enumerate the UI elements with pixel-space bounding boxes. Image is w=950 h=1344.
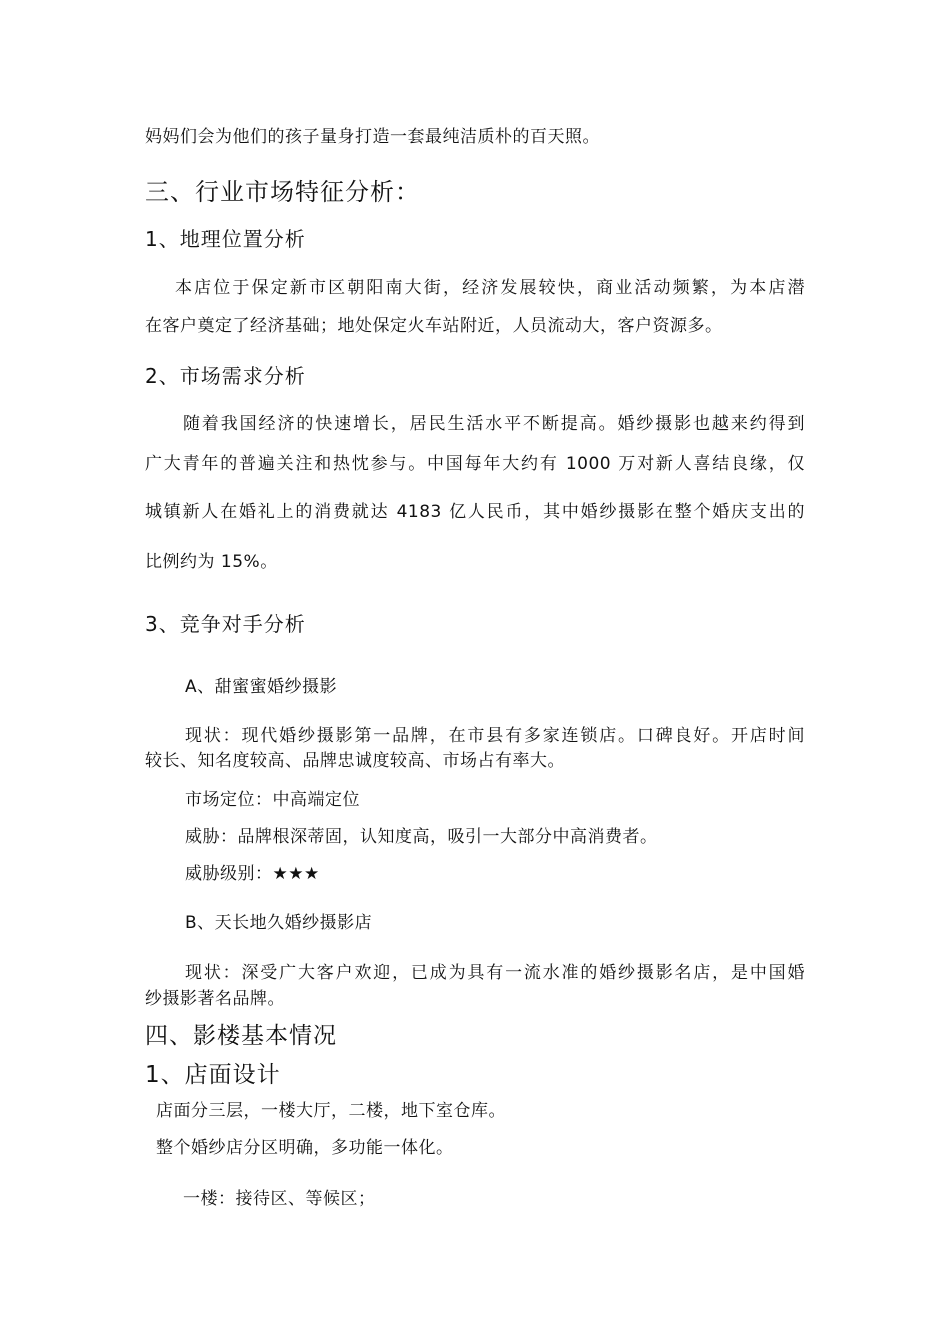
competitor-a-threat: 威胁：品牌根深蒂固，认知度高，吸引一大部分中高消费者。 (185, 827, 658, 847)
store-design-line-1: 店面分三层，一楼大厅，二楼，地下室仓库。 (156, 1101, 506, 1121)
demand-paragraph-line-3: 城镇新人在婚礼上的消费就达 4183 亿人民币，其中婚纱摄影在整个婚庆支出的 (145, 502, 805, 522)
competitor-a-threat-level: 威胁级别：★★★ (185, 864, 320, 884)
section-4-heading: 四、影楼基本情况 (145, 1023, 337, 1049)
geo-paragraph-line-1: 本店位于保定新市区朝阳南大街，经济发展较快，商业活动频繁，为本店潜 (175, 278, 805, 298)
competitor-b-title: B、天长地久婚纱摄影店 (185, 913, 373, 933)
competitor-b-status-line-1: 现状：深受广大客户欢迎，已成为具有一流水准的婚纱摄影名店，是中国婚 (185, 963, 805, 983)
competitor-a-status-line-2: 较长、知名度较高、品牌忠诚度较高、市场占有率大。 (145, 751, 565, 771)
demand-paragraph-line-4: 比例约为 15%。 (145, 552, 278, 572)
section-3-1-heading: 1、地理位置分析 (145, 227, 306, 251)
geo-paragraph-line-2: 在客户奠定了经济基础；地处保定火车站附近，人员流动大，客户资源多。 (145, 316, 723, 336)
competitor-a-title: A、甜蜜蜜婚纱摄影 (185, 677, 338, 697)
store-design-line-3: 一楼：接待区、等候区； (183, 1189, 376, 1209)
demand-paragraph-line-1: 随着我国经济的快速增长，居民生活水平不断提高。婚纱摄影也越来约得到 (183, 414, 805, 434)
competitor-b-status-line-2: 纱摄影著名品牌。 (145, 989, 285, 1009)
competitor-a-position: 市场定位：中高端定位 (185, 790, 360, 810)
section-4-1-heading: 1、店面设计 (145, 1062, 281, 1088)
intro-tail-paragraph: 妈妈们会为他们的孩子量身打造一套最纯洁质朴的百天照。 (145, 127, 600, 147)
store-design-line-2: 整个婚纱店分区明确，多功能一体化。 (156, 1138, 454, 1158)
section-3-heading: 三、行业市场特征分析： (145, 178, 420, 206)
competitor-a-status-line-1: 现状：现代婚纱摄影第一品牌，在市县有多家连锁店。口碑良好。开店时间 (185, 726, 805, 746)
section-3-3-heading: 3、竞争对手分析 (145, 612, 306, 636)
section-3-2-heading: 2、市场需求分析 (145, 364, 306, 388)
demand-paragraph-line-2: 广大青年的普遍关注和热忱参与。中国每年大约有 1000 万对新人喜结良缘，仅 (145, 454, 805, 474)
